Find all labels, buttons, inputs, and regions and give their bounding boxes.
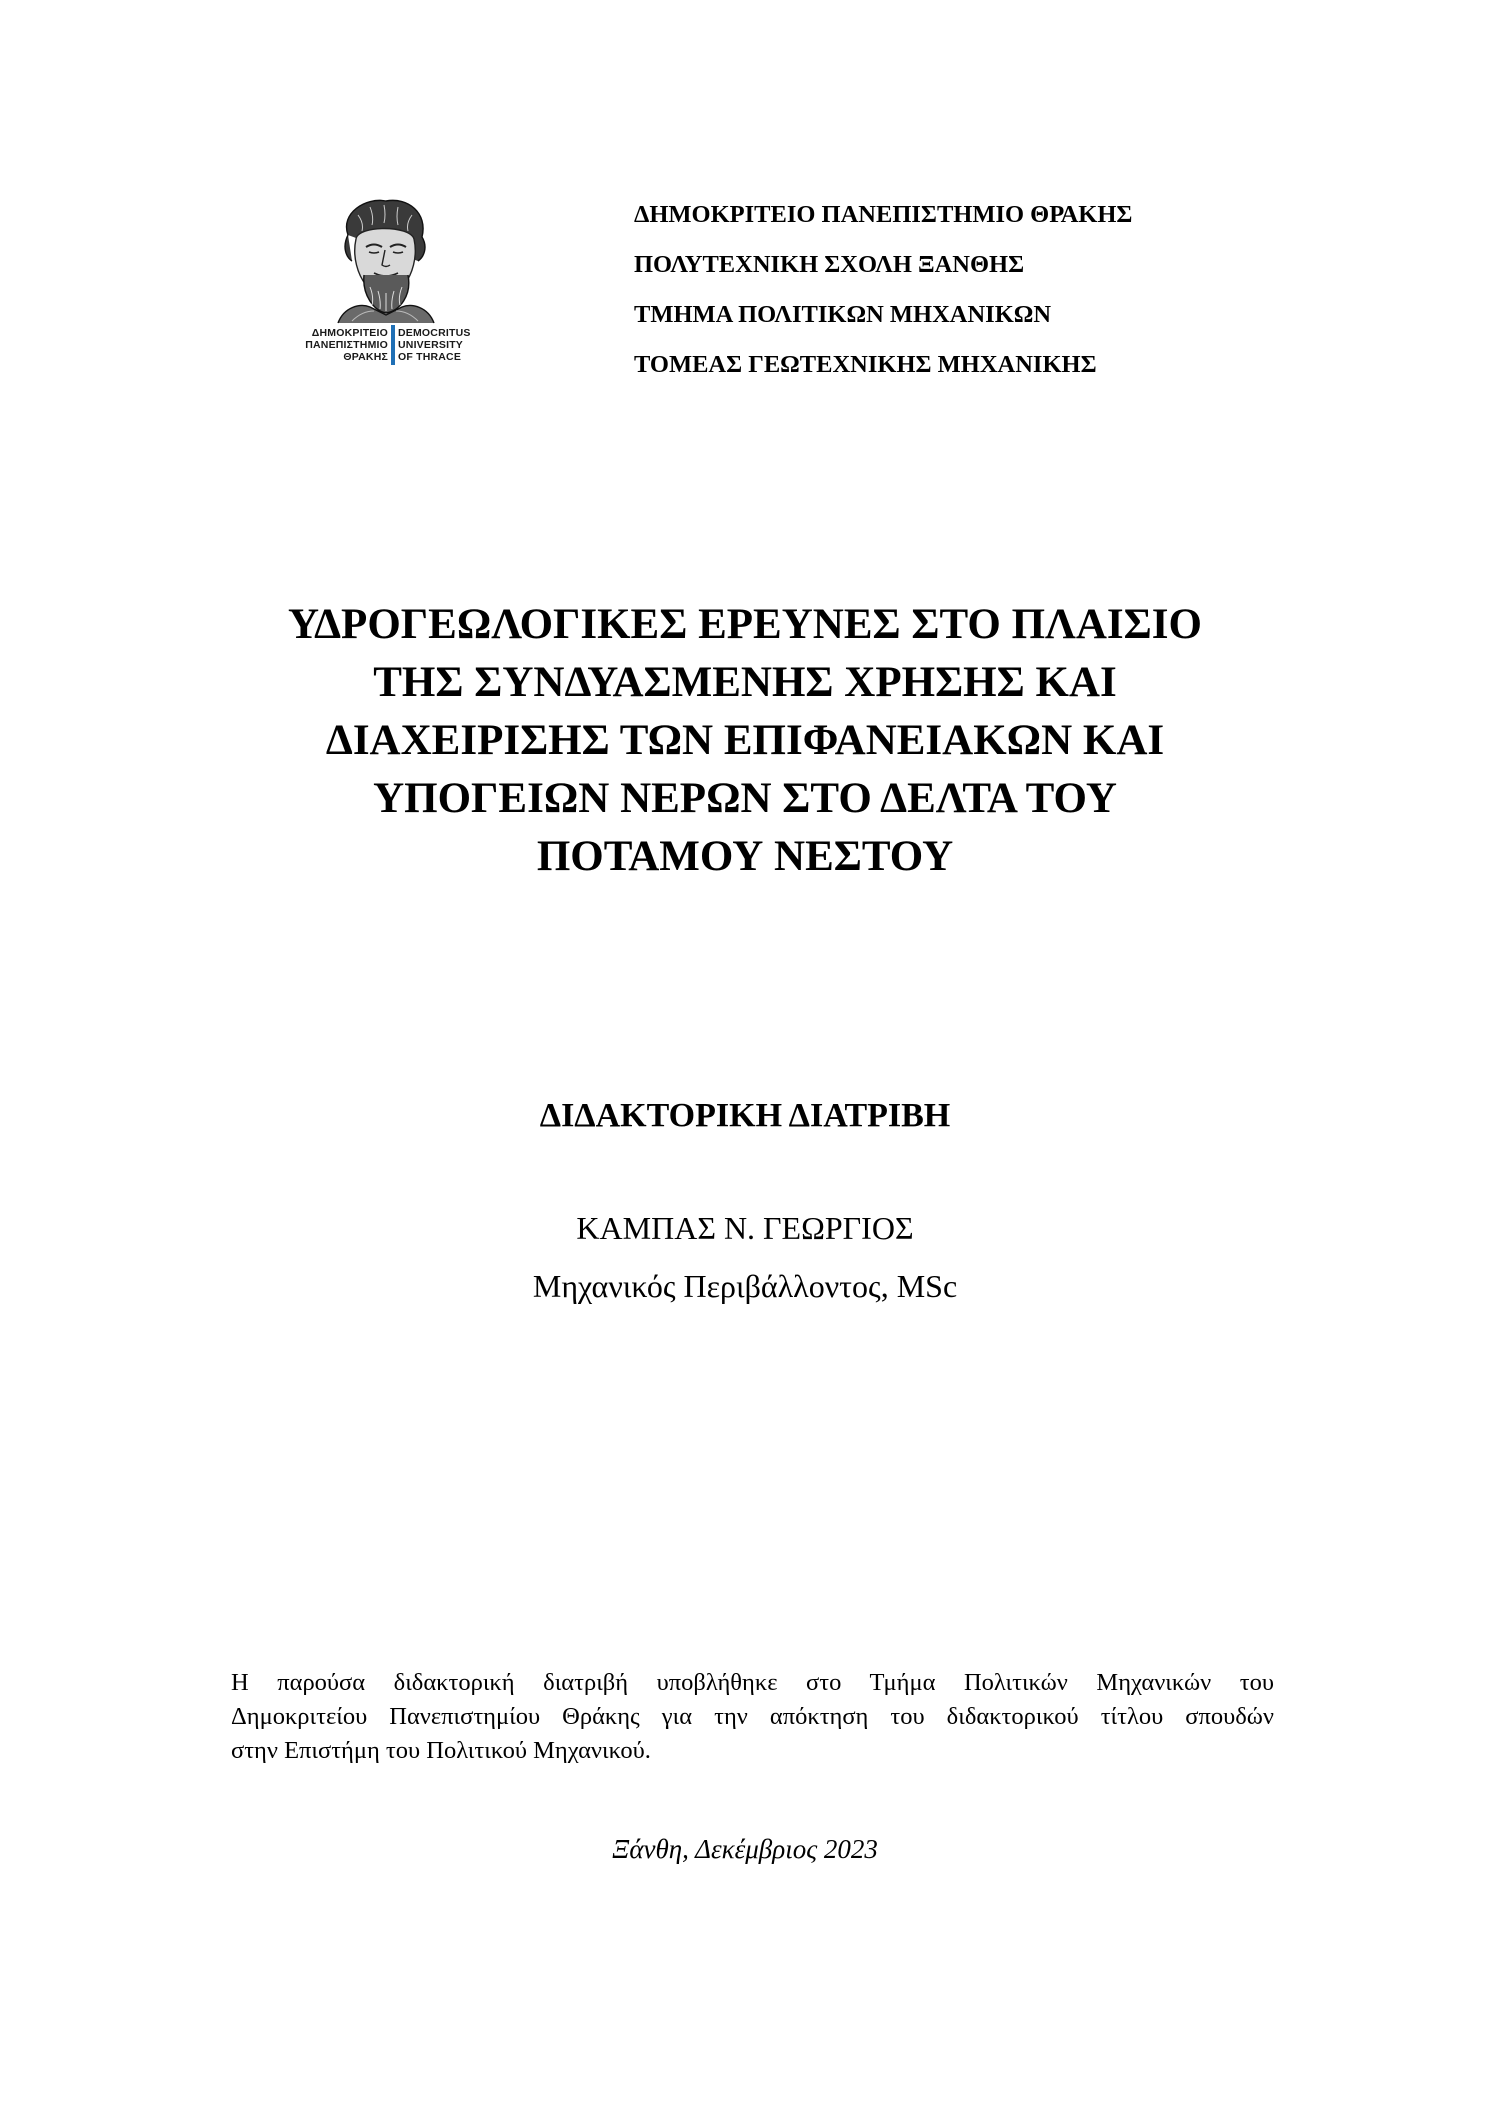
university-name: ΔΗΜΟΚΡΙΤΕΙΟ ΠΑΝΕΠΙΣΤΗΜΙΟ ΘΡΑΚΗΣ xyxy=(634,201,1133,228)
thesis-title xyxy=(180,596,1310,886)
democritus-bust-icon xyxy=(278,195,483,325)
submission-note xyxy=(231,1666,1274,1768)
title-line: ΥΠΟΓΕΙΩΝ ΝΕΡΩΝ ΣΤΟ ΔΕΛΤΑ ΤΟΥ xyxy=(373,775,1117,822)
note-line: στην Επιστήμη του Πολιτικού Μηχανικού. xyxy=(231,1737,651,1764)
division-name: ΤΟΜΕΑΣ ΓΕΩΤΕΧΝΙΚΗΣ ΜΗΧΑΝΙΚΗΣ xyxy=(634,351,1097,378)
author-degree: Μηχανικός Περιβάλλοντος, MSc xyxy=(532,1268,958,1304)
title-line: ΠΟΤΑΜΟΥ ΝΕΣΤΟΥ xyxy=(536,833,954,880)
logo-divider xyxy=(391,325,395,365)
thesis-type: ΔΙΔΑΚΤΟΡΙΚΗ ΔΙΑΤΡΙΒΗ xyxy=(539,1097,951,1134)
note-line: Η παρούσα διδακτορική διατριβή υποβλήθηκε στο Τμήμα Πολιτικών Μηχανικών του xyxy=(231,1669,1274,1696)
institution-header xyxy=(634,190,1334,390)
logo-text-english: DEMOCRITUS UNIVERSITY OF THRACE xyxy=(398,327,471,363)
school-name: ΠΟΛΥΤΕΧΝΙΚΗ ΣΧΟΛΗ ΞΑΝΘΗΣ xyxy=(634,251,1025,278)
author-name: ΚΑΜΠΑΣ Ν. ΓΕΩΡΓΙΟΣ xyxy=(576,1210,914,1246)
place-date: Ξάνθη, Δεκέμβριος 2023 xyxy=(612,1834,878,1864)
university-logo xyxy=(278,195,483,380)
note-line: Δημοκριτείου Πανεπιστημίου Θράκης για την απόκτηση του διδακτορικού τίτλου σπουδών xyxy=(231,1703,1274,1730)
title-line: ΤΗΣ ΣΥΝΔΥΑΣΜΕΝΗΣ ΧΡΗΣΗΣ ΚΑΙ xyxy=(373,659,1117,706)
department-name: ΤΜΗΜΑ ΠΟΛΙΤΙΚΩΝ ΜΗΧΑΝΙΚΩΝ xyxy=(634,301,1052,328)
title-line: ΔΙΑΧΕΙΡΙΣΗΣ ΤΩΝ ΕΠΙΦΑΝΕΙΑΚΩΝ ΚΑΙ xyxy=(325,717,1165,764)
logo-text-greek: ΔΗΜΟΚΡΙΤΕΙΟ ΠΑΝΕΠΙΣΤΗΜΙΟ ΘΡΑΚΗΣ xyxy=(305,327,388,363)
title-line: ΥΔΡΟΓΕΩΛΟΓΙΚΕΣ ΕΡΕΥΝΕΣ ΣΤΟ ΠΛΑΙΣΙΟ xyxy=(288,601,1202,648)
